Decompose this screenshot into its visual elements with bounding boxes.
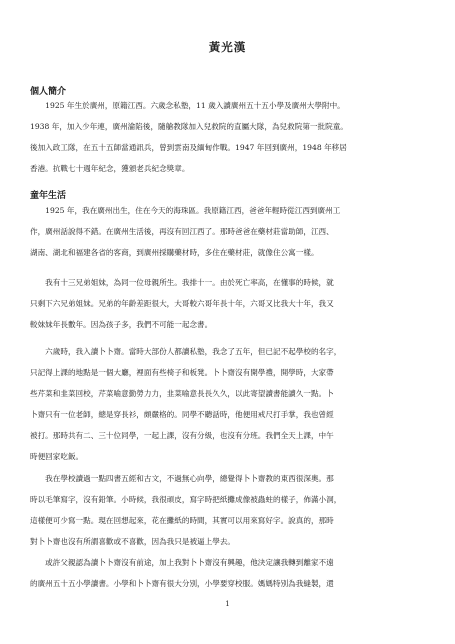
text-line: 這樣便可少寫一點。現在回想起來，花在攤紙的時間，其實可以用來寫好字。說真的，那時 [30, 516, 334, 525]
text-line: 些芹菜和韭菜回校，芹菜喻意勤勞力力，韭菜喻意長長久久，以此寄望讀書能讀久一點。卜 [30, 389, 334, 398]
text-line: 時以毛筆寫字，沒有鉛筆。小時候，我很頑皮，寫字時把紙攤成像被蟲蛀的樣子，佈滿小洞， [30, 495, 342, 504]
text-line: 我有十三兄弟姐妹，為同一位母親所生。我排十一。由於死亡率高，在懂事的時候，就 [30, 278, 334, 287]
text-line: 只記得上課的地點是一個大廳，裡面有些椅子和板凳。卜卜齋沒有開學禮，開學時，大家帶 [30, 368, 334, 377]
text-line: 我在學校讀過一點四書五經和古文，不過無心向學，總覺得卜卜齋教的東西很深奧。那 [30, 474, 334, 483]
text-line: 卜齋只有一位老師，總是穿長衫，頗嚴格的。同學不聽話時，他便用戒尺打手掌，我也曾經 [30, 410, 334, 419]
page-title: 黃光漢 [208, 40, 247, 54]
text-line: 只剩下六兄弟姐妹。兄弟的年齡差距很大，大哥較六哥年長十年，六哥又比我大十年，我又 [30, 299, 334, 308]
text-line: 被打。那時共有二、三十位同學，一起上課，沒有分級，也沒有分班。我們全天上課，中午 [30, 431, 334, 440]
text-line: 1925 年生於廣州，原籍江西。六歲念私塾，11 歲入讀廣州五十五小學及廣州大學附中。 [30, 101, 345, 110]
paragraph [30, 272, 428, 335]
page-number: 1 [225, 600, 230, 608]
section-heading-childhood: 童年生活 [30, 191, 67, 201]
section-heading-profile: 個人簡介 [30, 87, 67, 97]
text-line: 1938 年，加入少年連，廣州淪陷後，隨艙教隊加入兒救院的直屬大隊，為兒救院第一批院童。 [30, 122, 348, 131]
paragraph [30, 468, 428, 552]
paragraph [30, 341, 428, 467]
text-line: 作，廣州話說得不錯。在廣州生活後，再沒有回江西了。那時爸爸在藥材莊當助師，江西、 [30, 227, 334, 236]
text-line: 後加入政工隊，在五十五師當通訊兵，曾到雲南及緬甸作戰。1947 年回到廣州，1948 年移居 [30, 143, 347, 152]
text-line: 或許父親認為讀卜卜齋沒有前途，加上我對卜卜齋沒有興趣，他決定讓我轉到離家不遠 [30, 558, 334, 567]
text-line: 時便回家吃飯。 [30, 452, 84, 461]
text-line: 湖南、湖北和福建各省的客商，到廣州採購藥材時，多住在藥材莊，就像住公寓一樣。 [30, 248, 319, 257]
text-line: 的廣州五十五小學讀書。小學和卜卜齋有很大分別，小學要穿校服。媽媽特別為我縫製，還 [30, 579, 334, 588]
text-line: 較妹妹年長數年。因為孩子多，我們不可能一起念書。 [30, 320, 213, 329]
paragraph [30, 200, 428, 263]
paragraph [30, 552, 428, 594]
text-line: 六歲時，我入讀卜卜齋。當時大部份人都讀私塾，我念了五年，但已記不起學校的名字， [30, 347, 342, 356]
paragraph [30, 95, 428, 179]
text-line: 香港。抗戰七十週年紀念，獲頒老兵紀念獎章。 [30, 164, 190, 173]
text-line: 對卜卜齋也沒有所謂喜歡或不喜歡，因為我只是被逼上學去。 [30, 537, 236, 546]
text-line: 1925 年，我在廣州出生，住在今天的海珠區。我原籍江西，爸爸年輕時從江西到廣州工 [30, 206, 341, 215]
